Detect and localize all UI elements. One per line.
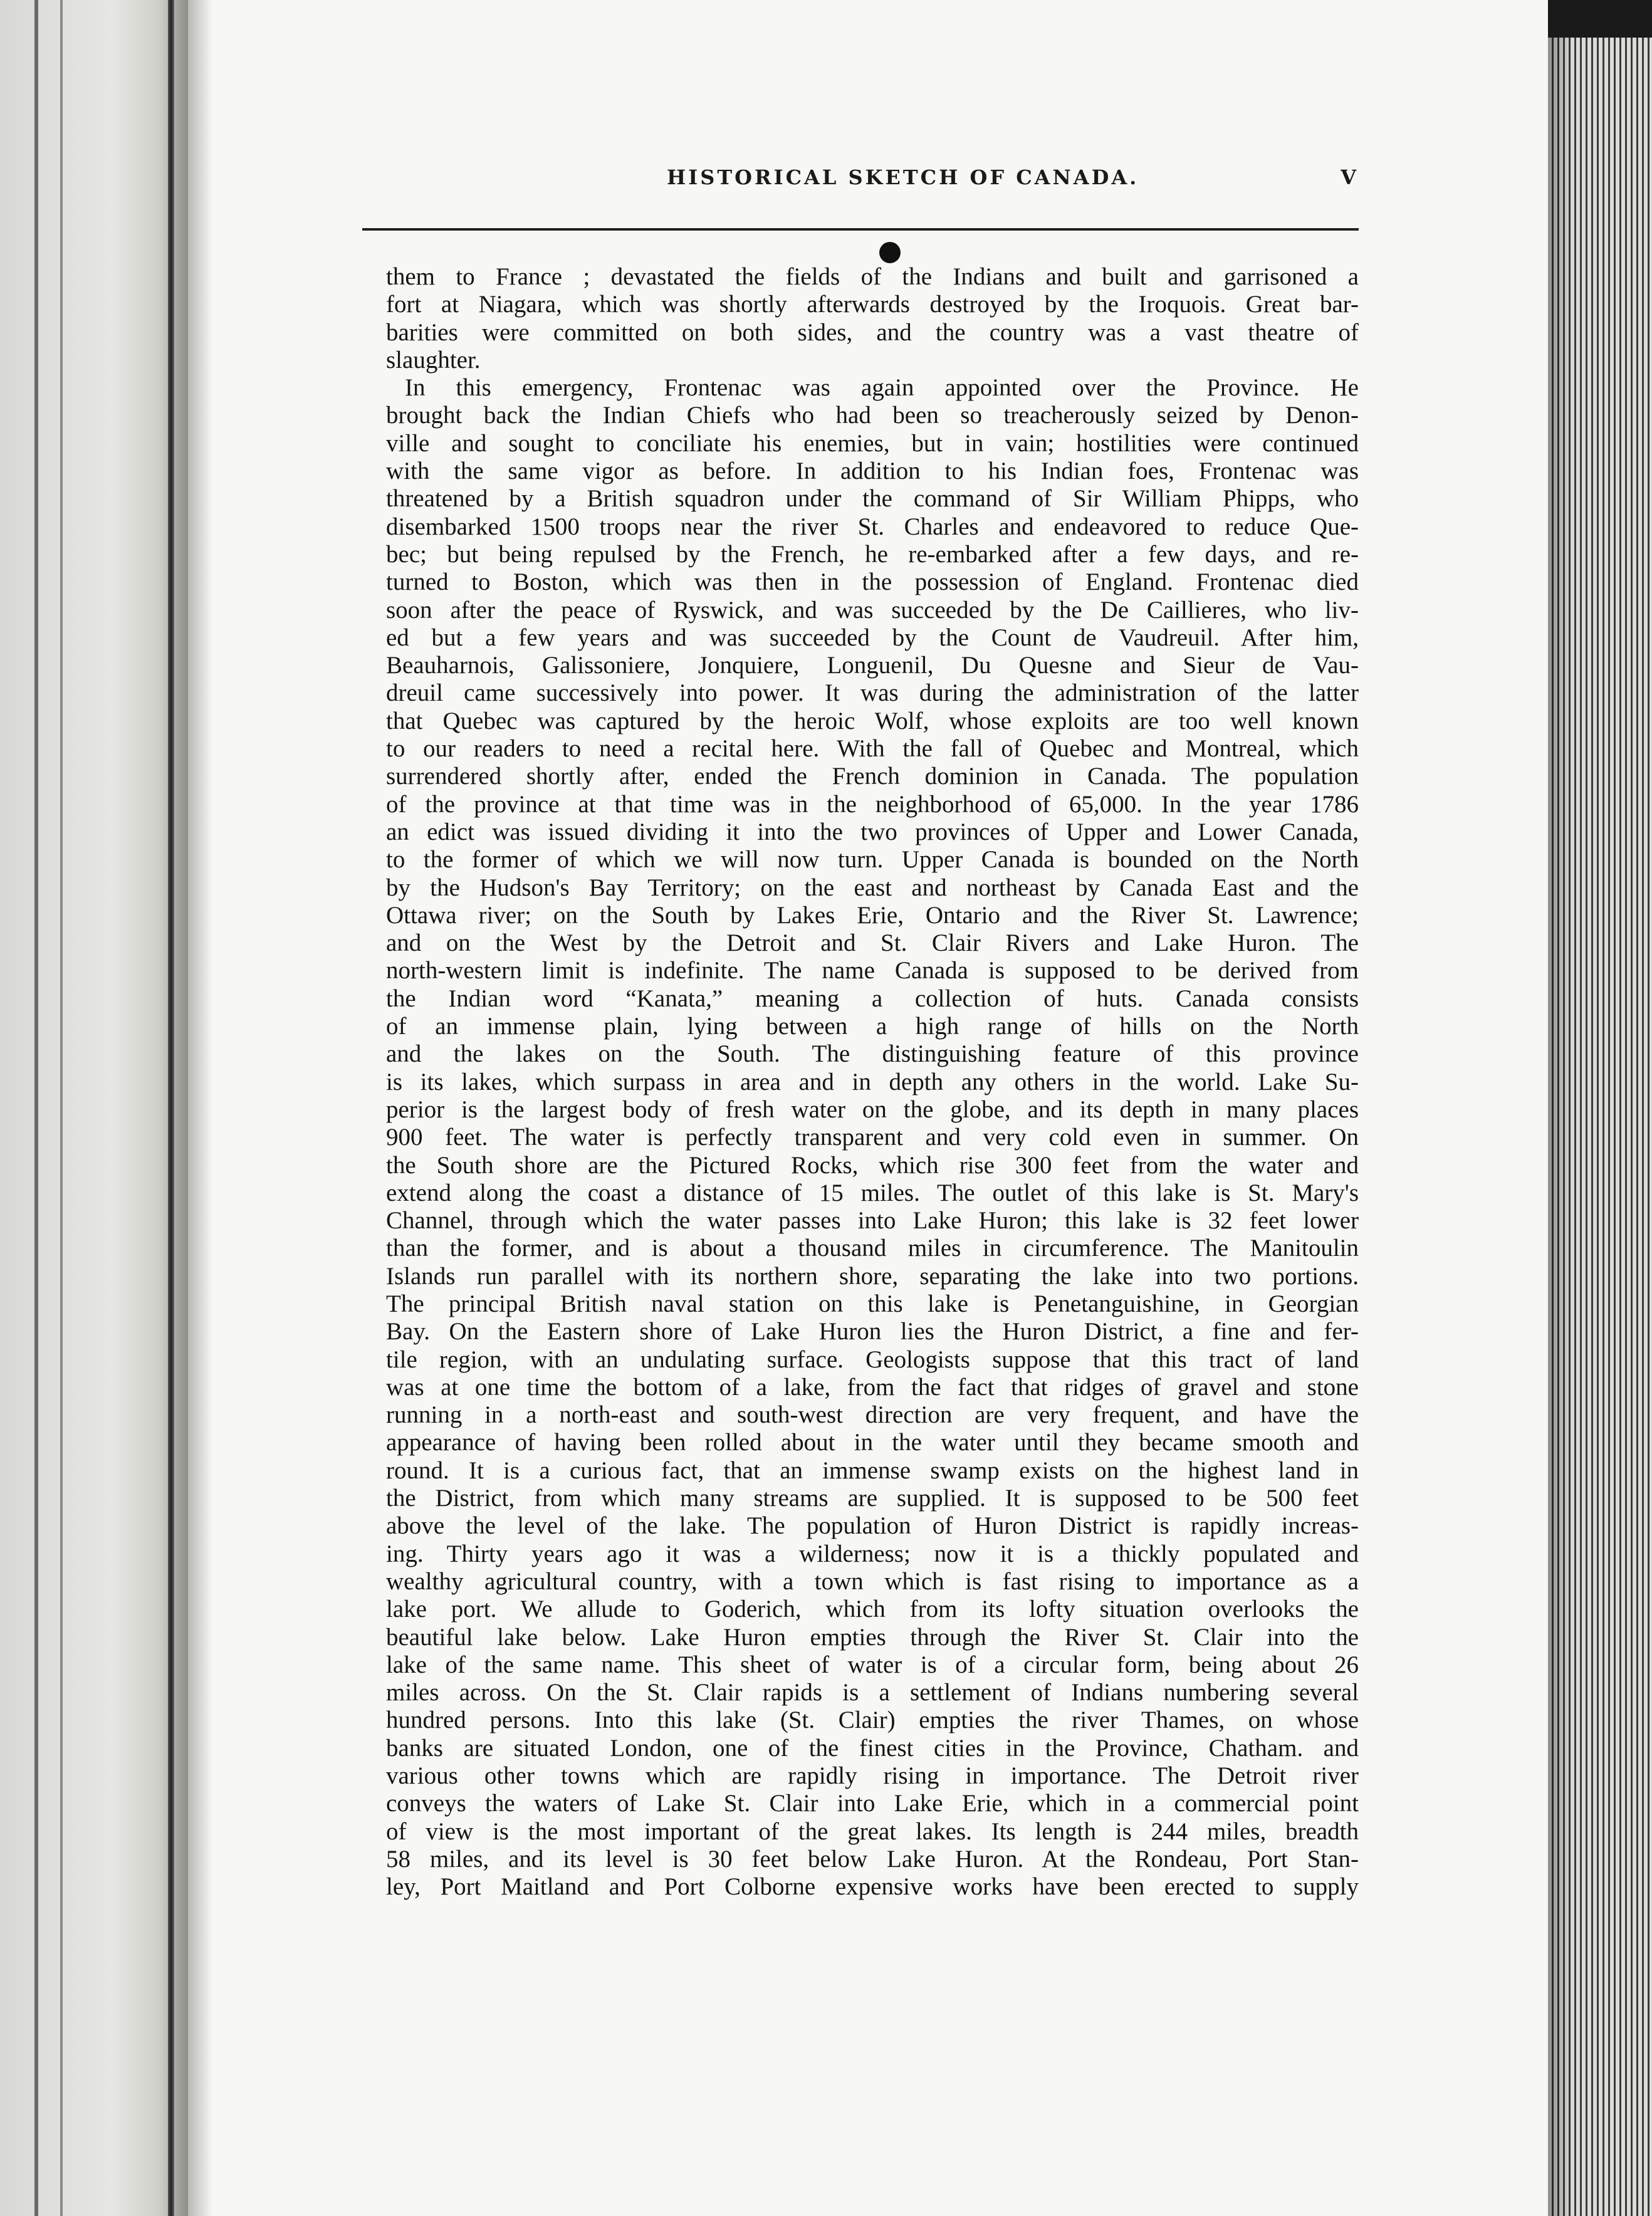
text-line: turned to Boston, which was then in the possession of England. Frontenac died bbox=[386, 568, 1359, 596]
text-line: an edict was issued dividing it into the two provinces of Upper and Lower Canada, bbox=[386, 818, 1359, 845]
text-line: Beauharnois, Galissoniere, Jonquiere, Longuenil, Du Quesne and Sieur de Vau- bbox=[386, 652, 1359, 679]
text-line: brought back the Indian Chiefs who had been so treacherously seized by Denon- bbox=[386, 402, 1359, 429]
text-line: barities were committed on both sides, and the country was a vast theatre of bbox=[386, 318, 1359, 346]
text-line: the South shore are the Pictured Rocks, which rise 300 feet from the water and bbox=[386, 1151, 1359, 1179]
text-line: conveys the waters of Lake St. Clair into Lake Erie, which in a commercial point bbox=[386, 1790, 1359, 1817]
facing-page-edge bbox=[0, 0, 188, 2216]
text-line: bec; but being repulsed by the French, he re-embarked after a few days, and re- bbox=[386, 540, 1359, 568]
header-rule bbox=[362, 228, 1359, 231]
text-line: fort at Niagara, which was shortly afterwards destroyed by the Iroquois. Great bar- bbox=[386, 291, 1359, 318]
text-line: The principal British naval station on this lake is Penetanguishine, in Georgian bbox=[386, 1290, 1359, 1317]
text-line: soon after the peace of Ryswick, and was succeeded by the De Caillieres, who liv- bbox=[386, 596, 1359, 624]
page-number: V bbox=[1341, 165, 1359, 189]
text-line: tile region, with an undulating surface. Geologists suppose that this tract of land bbox=[386, 1346, 1359, 1373]
text-line: Bay. On the Eastern shore of Lake Huron lies the Huron District, a fine and fer- bbox=[386, 1318, 1359, 1346]
text-line: Ottawa river; on the South by Lakes Erie, Ontario and the River St. Lawrence; bbox=[386, 901, 1359, 929]
running-title: HISTORICAL SKETCH OF CANADA. bbox=[667, 165, 1139, 189]
text-line: is its lakes, which surpass in area and in depth any others in the world. Lake Su- bbox=[386, 1068, 1359, 1095]
running-header bbox=[652, 165, 1359, 197]
text-line: to our readers to need a recital here. With the fall of Quebec and Montreal, which bbox=[386, 735, 1359, 763]
page-stack-edges bbox=[1548, 38, 1652, 2216]
text-line: perior is the largest body of fresh water on the globe, and its depth in many places bbox=[386, 1095, 1359, 1123]
text-line: ed but a few years and was succeeded by the Count de Vaudreuil. After him, bbox=[386, 624, 1359, 651]
text-line: ville and sought to conciliate his enemies, but in vain; hostilities were continued bbox=[386, 429, 1359, 457]
text-line: threatened by a British squadron under the command of Sir William Phipps, who bbox=[386, 485, 1359, 513]
text-line: miles across. On the St. Clair rapids is a settlement of Indians numbering several bbox=[386, 1679, 1359, 1706]
text-line: of view is the most important of the great lakes. Its length is 244 miles, breadth bbox=[386, 1817, 1359, 1845]
text-line: dreuil came successively into power. It was during the administration of the latter bbox=[386, 679, 1359, 707]
text-line: Channel, through which the water passes into Lake Huron; this lake is 32 feet lower bbox=[386, 1207, 1359, 1235]
text-line: wealthy agricultural country, with a town which is fast rising to importance as a bbox=[386, 1567, 1359, 1595]
text-line: to the former of which we will now turn. Upper Canada is bounded on the North bbox=[386, 846, 1359, 874]
text-line: banks are situated London, one of the finest cities in the Province, Chatham. and bbox=[386, 1734, 1359, 1762]
text-line: was at one time the bottom of a lake, from the fact that ridges of gravel and stone bbox=[386, 1373, 1359, 1401]
text-line: hundred persons. Into this lake (St. Clair) empties the river Thames, on whose bbox=[386, 1706, 1359, 1734]
text-line: various other towns which are rapidly rising in importance. The Detroit river bbox=[386, 1762, 1359, 1790]
text-line: them to France ; devastated the fields of the Indians and built and garrisoned a bbox=[386, 263, 1359, 290]
text-line: beautiful lake below. Lake Huron empties through the River St. Clair into the bbox=[386, 1623, 1359, 1651]
page-edge-shadow bbox=[60, 0, 63, 2216]
text-line: surrendered shortly after, ended the French dominion in Canada. The population bbox=[386, 763, 1359, 790]
text-line: In this emergency, Frontenac was again appointed over the Province. He bbox=[405, 374, 1359, 402]
text-line: of the province at that time was in the neighborhood of 65,000. In the year 1786 bbox=[386, 790, 1359, 818]
ornament-dot bbox=[879, 242, 901, 263]
text-line: slaughter. bbox=[386, 346, 481, 374]
text-line: 58 miles, and its level is 30 feet below Lake Huron. At the Rondeau, Port Stan- bbox=[386, 1845, 1359, 1873]
text-line: with the same vigor as before. In addition to his Indian foes, Frontenac was bbox=[386, 457, 1359, 485]
text-line: and the lakes on the South. The distinguishing feature of this province bbox=[386, 1040, 1359, 1068]
text-line: and on the West by the Detroit and St. Clair Rivers and Lake Huron. The bbox=[386, 929, 1359, 957]
text-line: that Quebec was captured by the heroic Wolf, whose exploits are too well known bbox=[386, 707, 1359, 734]
text-line: by the Hudson's Bay Territory; on the east and northeast by Canada East and the bbox=[386, 874, 1359, 901]
text-line: of an immense plain, lying between a high range of hills on the North bbox=[386, 1013, 1359, 1040]
page-edge-shadow bbox=[34, 0, 38, 2216]
text-line: extend along the coast a distance of 15 miles. The outlet of this lake is St. Mary's bbox=[386, 1179, 1359, 1206]
text-line: above the level of the lake. The population of Huron District is rapidly increas- bbox=[386, 1512, 1359, 1540]
text-line: ing. Thirty years ago it was a wilderness; now it is a thickly populated and bbox=[386, 1540, 1359, 1567]
text-line: lake of the same name. This sheet of water is of a circular form, being about 26 bbox=[386, 1651, 1359, 1678]
text-line: north-western limit is indefinite. The name Canada is supposed to be derived from bbox=[386, 957, 1359, 985]
text-line: running in a north-east and south-west direction are very frequent, and have the bbox=[386, 1401, 1359, 1429]
book-spine bbox=[168, 0, 174, 2216]
text-line: appearance of having been rolled about in the water until they became smooth and bbox=[386, 1429, 1359, 1456]
gutter-shadow bbox=[188, 0, 213, 2216]
text-line: disembarked 1500 troops near the river St. Charles and endeavored to reduce Que- bbox=[386, 513, 1359, 540]
text-line: than the former, and is about a thousand miles in circumference. The Manitoulin bbox=[386, 1235, 1359, 1262]
text-line: the District, from which many streams are supplied. It is supposed to be 500 feet bbox=[386, 1485, 1359, 1512]
text-line: Islands run parallel with its northern shore, separating the lake into two portions. bbox=[386, 1262, 1359, 1290]
text-line: 900 feet. The water is perfectly transparent and very cold even in summer. On bbox=[386, 1124, 1359, 1151]
text-line: lake port. We allude to Goderich, which from its lofty situation overlooks the bbox=[386, 1596, 1359, 1623]
text-line: round. It is a curious fact, that an immense swamp exists on the highest land in bbox=[386, 1456, 1359, 1484]
text-line: ley, Port Maitland and Port Colborne expensive works have been erected to supply bbox=[386, 1873, 1359, 1901]
body-text bbox=[386, 263, 1359, 1949]
page-stack-shadow bbox=[1548, 38, 1573, 2216]
text-line: the Indian word “Kanata,” meaning a collection of huts. Canada consists bbox=[386, 985, 1359, 1012]
